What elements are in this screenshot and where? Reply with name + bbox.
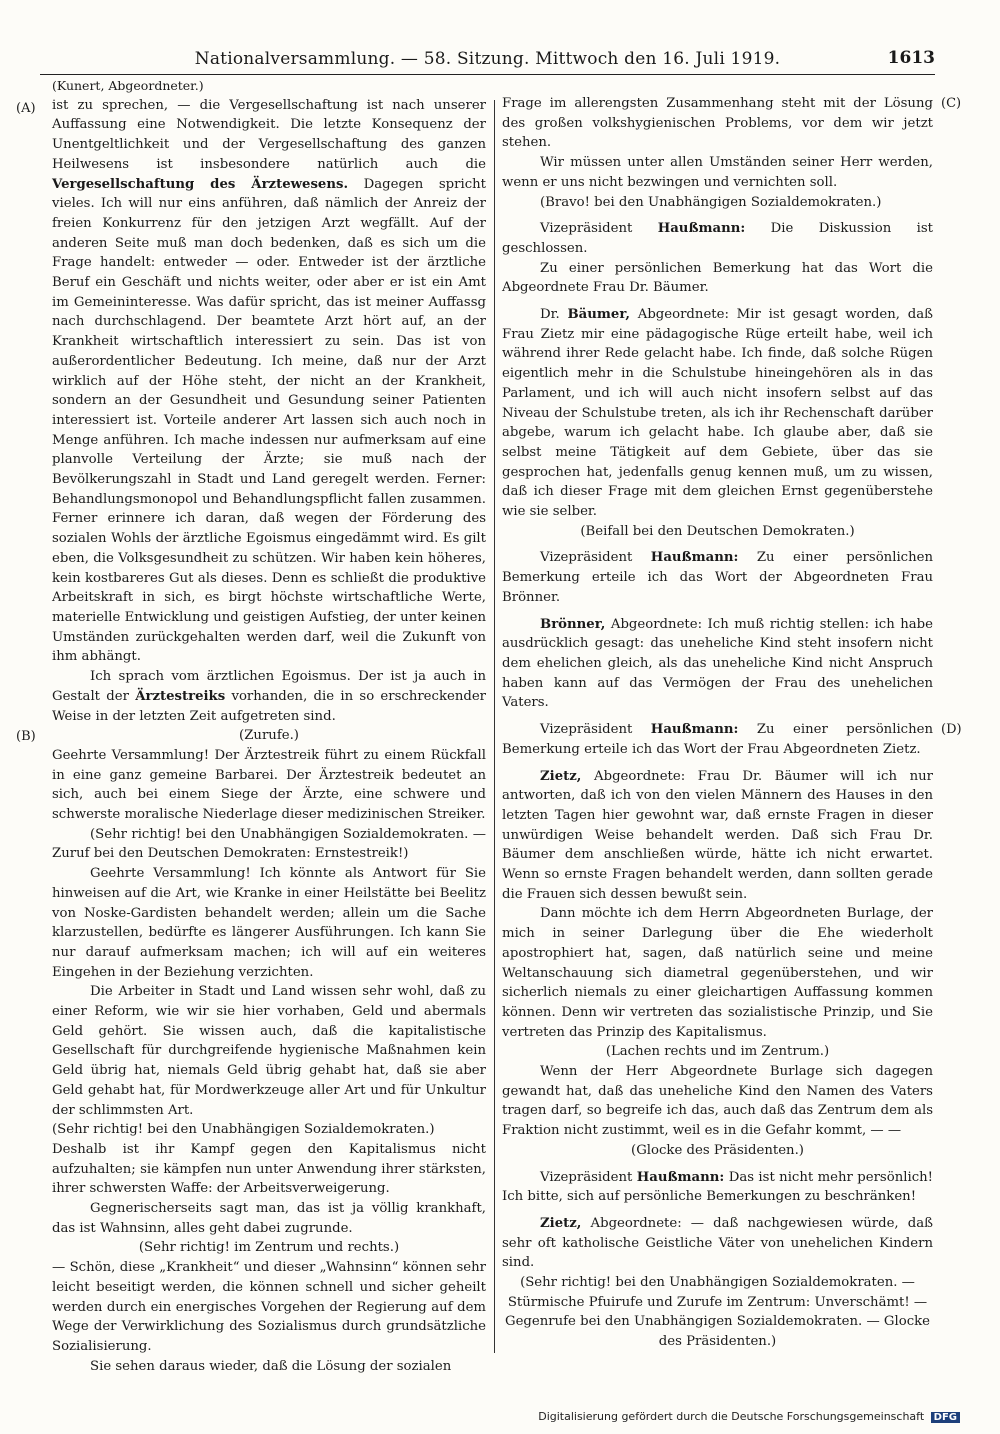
emphasis: Ärztestreiks <box>135 688 226 704</box>
interjection: (Sehr richtig! im Zentrum und rechts.) <box>138 1240 400 1256</box>
speaker-name: Haußmann: <box>657 221 746 237</box>
margin-marker-a: (A) <box>16 101 36 116</box>
paragraph: Geehrte Versammlung! Der Ärztestreik führt zu einem Rückfall in eine ganz gemeine Barbarei. Der Ärztestreik bedeutet an sich, auch bei einem Siege der Ärzte, eine schwere und schwerste moralische Niederlage dieser medizinischen Streiker. <box>52 747 486 823</box>
speech-vizepraesident: Vizepräsident Haußmann: Zu einer persönlichen Bemerkung erteile ich das Wort der Abgeordneten Frau Brönner. <box>502 550 934 605</box>
page-header <box>40 46 935 75</box>
speech-zietz: Zietz, Abgeordnete: — daß nachgewiesen würde, daß sehr oft katholische Geistliche Väter von unehelichen Kindern sind. <box>502 1215 933 1271</box>
speech-broenner: Brönner, Abgeordnete: Ich muß richtig stellen: ich habe ausdrücklich gesagt: das uneheliche Kind steht insofern nicht dem ehelichen gleich, als das uneheliche Kind nicht Anspruch haben kann auf das Vermögen der Frau des unehelichen Vaters. <box>502 616 933 711</box>
paragraph: Zu einer persönlichen Bemerkung hat das Wort die Abgeordnete Frau Dr. Bäumer. <box>502 260 933 296</box>
interjection: (Glocke des Präsidenten.) <box>631 1142 804 1158</box>
left-column <box>52 76 486 1376</box>
interjection: (Bravo! bei den Unabhängigen Sozialdemokraten.) <box>540 194 882 210</box>
margin-marker-d: (D) <box>941 722 962 737</box>
speaker-reference: (Kunert, Abgeordneter.) <box>52 78 204 93</box>
speaker-name: Zietz, <box>540 1215 582 1231</box>
speaker-name: Haußmann: <box>636 1169 725 1185</box>
emphasis: Vergesellschaftung des Ärztewesens. <box>52 176 349 192</box>
interjection: (Sehr richtig! bei den Unabhängigen Sozialdemokraten.) <box>52 1122 435 1138</box>
speaker-name: Brönner, <box>540 616 606 632</box>
speech-baeumer: Dr. Bäumer, Abgeordnete: Mir ist gesagt worden, daß Frau Zietz mir eine pädagogische Rüge erteilt habe, weil ich während ihrer Rede gelacht habe. Ich finde, daß solche Rügen eigentlich mehr in die Schulstube hineingehören als in das Parlament, und ich will auch nicht insofern selbst auf das Niveau der Schulstube treten, als ich ihr Rechenschaft darüber abgebe, warum ich gelacht habe. Ich glaube aber, daß sie selbst meine Tätigkeit auf dem Gebiete, über das sie gesprochen hat, jedenfalls genug kennen muß, um zu wissen, daß ich dieser Frage mit dem gleichen Ernst gegenüberstehe wie sie selber. <box>502 307 933 520</box>
paragraph: Wir müssen unter allen Umständen seiner Herr werden, wenn er uns nicht bezwingen und vernichten soll. <box>502 155 933 190</box>
paragraph: Sie sehen daraus wieder, daß die Lösung der sozialen <box>90 1358 452 1374</box>
speech-vizepraesident: Vizepräsident Haußmann: Das ist nicht mehr persönlich! Ich bitte, sich auf persönliche Bemerkungen zu beschränken! <box>502 1169 933 1205</box>
paragraph: ist zu sprechen, — die Vergesellschaftung ist nach unserer Auffassung eine Notwendigkeit. Die letzte Konsequenz der Unentgeltlichkeit und der Vergesellschaftung des ganzen Heilwesens ist insbesondere natürlich auch die Vergesellschaftung des Ärztewesens. Dagegen spricht vieles. Ich will nur eins anführen, daß nämlich der Anreiz der freien Konkurrenz für den jetzigen Arzt wegfällt. Auf der anderen Seite muß man doch bedenken, daß es sich um die Frage handelt: entweder — oder. Entweder ist der ärztliche Beruf ein Geschäft und nichts weiter, oder aber er ist ein Amt im Gemeininteresse. Was dafür spricht, das ist meiner Auffassg nach durchschlagend. Der beamtete Arzt hört auf, an der Krankheit wirtschaftlich interessiert zu sein. Das ist von außerordentlicher Bedeutung. Ich meine, daß nur der Arzt wirklich auf der Höhe steht, der nicht an der Krankheit, sondern an der Gesundheit und Gesundung seiner Patienten interessiert ist. Vorteile anderer Art lassen sich auch noch in Menge anführen. Ich mache indessen nur aufmerksam auf eine planvolle Verteilung der Ärzte; sie muß nach der Bevölkerungszahl in Stadt und Land geregelt werden. Ferner: Behandlungsmonopol und Behandlungspflicht fallen zusammen. Ferner erinnere ich daran, daß wegen der Förderung des sozialen Wohls der ärztliche Egoismus eingedämmt wird. Es gilt eben, die Volksgesundheit zu schützen. Wir haben kein höheres, kein kostbareres Gut als dieses. Denn es schließt die produktive Arbeitskraft in sich, es birgt höchste wirtschaftliche Werte, materielle Entwicklung und geistigen Aufstieg, der unter keinen Umständen zurückgehalten werden darf, weil die Zukunft von ihm abhängt. <box>52 97 487 665</box>
speaker-name: Bäumer, <box>567 307 630 323</box>
interjection: (Lachen rechts und im Zentrum.) <box>605 1044 830 1060</box>
speech-zietz: Zietz, Abgeordnete: Frau Dr. Bäumer will ich nur antworten, daß ich von den vielen Männern des Hauses in den letzten Tagen hier gewohnt war, daß ernste Fragen in dieser unwürdigen Weise behandelt werden. Daß sich Frau Dr. Bäumer dem anschließen würde, hätte ich nicht erwartet. Wenn so ernste Fragen behandelt werden, dann sollten gerade die Frauen sich dessen bewußt sein. <box>502 768 933 902</box>
dfg-logo: DFG <box>931 1412 960 1423</box>
margin-marker-b: (B) <box>16 729 36 744</box>
interjection: (Zurufe.) <box>239 728 299 744</box>
paragraph: Ich sprach vom ärztlichen Egoismus. Der ist ja auch in Gestalt der Ärztestreiks vorhanden, die in so erschreckender Weise in der letzten Zeit aufgetreten sind. <box>52 669 487 724</box>
paragraph: Deshalb ist ihr Kampf gegen den Kapitalismus nicht aufzuhalten; sie kämpfen nun unter Anwendung ihrer stärksten, ihrer schwersten Waffe: der Arbeitsverweigerung. <box>52 1141 486 1197</box>
paragraph: Dann möchte ich dem Herrn Abgeordneten Burlage, der mich in seiner Darlegung über die Ehe wiederholt apostrophiert hat, sagen, daß natürlich seine und meine Weltanschauung sich diametral gegenüberstehen, und wir sicherlich niemals zu einer gleichartigen Auffassung kommen können. Denn wir vertreten das sozialistische Prinzip, und Sie vertreten das Prinzip des Kapitalismus. <box>502 906 933 1040</box>
digitization-credit <box>538 1410 960 1423</box>
interjection: (Sehr richtig! bei den Unabhängigen Sozialdemokraten. — Stürmische Pfuirufe und Zurufe im Zentrum: Unverschämt! — Gegenrufe bei den Unabhängigen Sozialdemokraten. — Glocke des Präsidenten.) <box>505 1275 930 1350</box>
interjection: (Beifall bei den Deutschen Demokraten.) <box>580 523 855 539</box>
paragraph: — Schön, diese „Krankheit“ und dieser „Wahnsinn“ können sehr leicht beseitigt werden, die können schnell und sicher geheilt werden durch ein energisches Vorgehen der Regierung auf dem Wege der Verwirklichung des Sozialismus durch grundsätzliche Sozialisierung. <box>52 1260 486 1354</box>
running-title: Nationalversammlung. — 58. Sitzung. Mittwoch den 16. Juli 1919. <box>194 49 781 69</box>
page-number: 1613 <box>887 48 935 68</box>
paragraph: Gegnerischerseits sagt man, das ist ja völlig krankhaft, das ist Wahnsinn, alles geht dabei zugrunde. <box>52 1201 486 1236</box>
speaker-name: Haußmann: <box>650 722 739 738</box>
column-divider <box>494 100 495 1353</box>
speaker-name: Zietz, <box>540 768 582 784</box>
margin-marker-c: (C) <box>941 96 962 111</box>
paragraph: Geehrte Versammlung! Ich könnte als Antwort für Sie hinweisen auf die Art, wie Kranke in einer Heilstätte bei Beelitz von Noske-Gardisten behandelt werden; allein um die Sache klarzustellen, bedürfte es längerer Ausführungen. Ich kann Sie nur darauf aufmerksam machen; ich will auf ein weiteres Eingehen in der Beziehung verzichten. <box>52 866 486 980</box>
paragraph: Die Arbeiter in Stadt und Land wissen sehr wohl, daß zu einer Reform, wie wir sie hier vorhaben, Geld und abermals Geld gehört. Sie wissen auch, daß die kapitalistische Gesellschaft für durchgreifende hygienische Maßnahmen kein Geld übrig hat, niemals Geld übrig gehabt hat, daß sie aber Geld gehabt hat, für Mordwerkzeuge aller Art und für Unkultur der schlimmsten Art. <box>52 984 486 1118</box>
speech-vizepraesident: Vizepräsident Haußmann: Die Diskussion ist geschlossen. <box>502 221 933 256</box>
paragraph: Frage im allerengsten Zusammenhang steht mit der Lösung des großen volkshygienischen Problems, vor dem wir jetzt stehen. <box>502 96 933 151</box>
speech-vizepraesident: Vizepräsident Haußmann: Zu einer persönlichen Bemerkung erteile ich das Wort der Frau Abgeordneten Zietz. <box>502 722 934 757</box>
right-column <box>502 94 933 1352</box>
credit-text: Digitalisierung gefördert durch die Deutsche Forschungsgemeinschaft <box>538 1410 925 1423</box>
speaker-name: Haußmann: <box>650 550 739 566</box>
interjection: (Sehr richtig! bei den Unabhängigen Sozialdemokraten. — Zuruf bei den Deutschen Demokraten: Ernstestreik!) <box>52 826 486 862</box>
paragraph: Wenn der Herr Abgeordnete Burlage sich dagegen gewandt hat, daß das uneheliche Kind den Namen des Vaters tragen darf, so begreife ich das, auch daß das Zentrum dem als Fraktion nicht zustimmt, weil es in die Gefahr kommt, — — <box>502 1064 933 1139</box>
